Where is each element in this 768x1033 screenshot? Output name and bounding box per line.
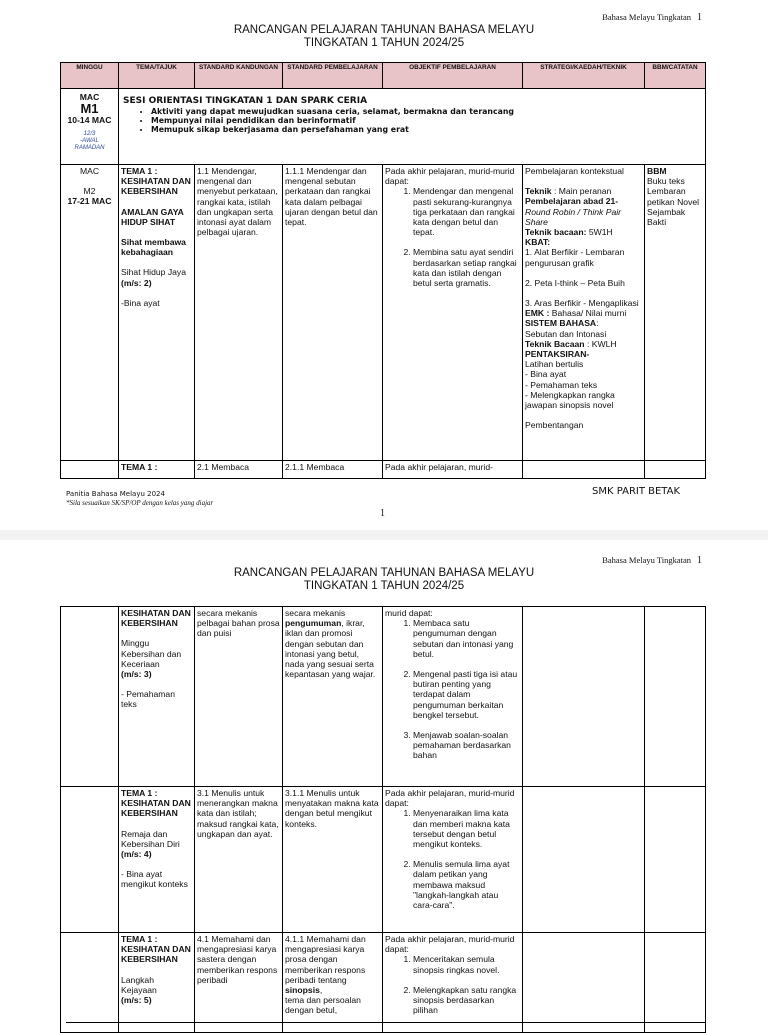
objektif-cell: [383, 607, 523, 787]
teknik-line: [525, 186, 642, 196]
col-objektif: OBJEKTIF PEMBELAJARAN: [383, 63, 523, 89]
label: Teknik: [525, 186, 552, 197]
emk-line: [525, 308, 642, 318]
material-item: Lembaran petikan Novel Sejambak Bakti: [647, 186, 700, 228]
assessment-item: Latihan bertulis: [525, 359, 584, 370]
page-title: [0, 24, 768, 50]
page-number: 1: [380, 508, 385, 519]
strategi-cell: [523, 461, 645, 479]
objective-list: [385, 186, 520, 288]
table-row: [61, 89, 706, 165]
topic: Minggu Kebersihan dan Keceriaan: [121, 638, 182, 669]
material-item: Buku teks: [647, 176, 685, 187]
week-cell: [61, 165, 119, 461]
bbm-cell: [645, 165, 706, 461]
value: Bahasa/ Nilai murni: [549, 308, 627, 319]
plan-table: [60, 606, 706, 1033]
tema-label: TEMA 1 :: [121, 788, 158, 798]
text: ,: [319, 985, 323, 996]
standard-kandungan-cell: secara mekanis pelbagai bahan prosa dan puisi: [195, 607, 283, 787]
strategi-cell: [523, 933, 645, 1033]
subtheme: AMALAN GAYA HIDUP SIHAT: [121, 206, 184, 227]
objective-list: [385, 954, 520, 1015]
header-page-number: 1: [697, 555, 702, 566]
page-2: [0, 540, 768, 1024]
text: 4.1.1 Memahami dan mengapresiasi karya prosa dengan memberikan respons peribadi tentang: [285, 934, 366, 985]
standard-pembelajaran-cell: 3.1.1 Menulis untuk menyatakan makna kata dengan betul mengikut konteks.: [283, 787, 383, 933]
standard-pembelajaran-cell: 2.1.1 Membaca: [283, 461, 383, 479]
list-item: 1. Membaca satu pengumuman dengan sebutan dan intonasi yang betul.: [413, 618, 520, 659]
col-strategi: STRATEGI/KAEDAH/TEKNIK: [523, 63, 645, 89]
standard-kandungan-cell: 3.1 Menulis untuk menerangkan makna kata dan istilah; maksud rangkai kata, ungkapan dan ayat.: [195, 787, 283, 933]
page-ref: (m/s: 3): [121, 669, 152, 680]
footer-panitia: Panitia Bahasa Melayu 2024: [66, 490, 165, 498]
standard-kandungan-cell: 1.1 Mendengar, mengenal dan menyebut perkataan, rangkai kata, istilah dan ungkapan serta intonasi ayat dalam pelbagai ujaran.: [195, 165, 283, 461]
list-item: 2. Melengkapkan satu rangka sinopsis berdasarkan pilihan: [413, 985, 520, 1016]
page-ref: (m/s: 5): [121, 995, 152, 1006]
header-page-number: 1: [697, 12, 702, 23]
label: Pembelajaran abad 21-: [525, 196, 619, 207]
objective-list: [385, 808, 520, 910]
col-tema: TEMA/TAJUK: [119, 63, 195, 89]
week-number: M1: [80, 101, 99, 117]
header-label: Bahasa Melayu Tingkatan: [602, 12, 691, 22]
list-item: • Memupuk sikap bekerjasama dan persefahaman yang erat: [151, 125, 703, 134]
running-header: [602, 12, 702, 23]
value: : KWLH: [584, 338, 617, 349]
running-header: [602, 555, 702, 566]
objective-intro: murid dapat:: [385, 608, 433, 618]
objektif-cell: Pada akhir pelajaran, murid-: [383, 461, 523, 479]
assessment-item: - Melengkapkan rangka jawapan sinopsis novel: [525, 389, 615, 411]
tema-name: KESIHATAN DAN KEBERSIHAN: [121, 608, 191, 629]
objective-list: [385, 618, 520, 760]
text-bold: sinopsis: [285, 985, 320, 996]
kbat-item: 2. Peta I-think – Peta Buih: [525, 277, 625, 288]
label: PENTAKSIRAN-: [525, 349, 590, 360]
holiday-note: RAMADAN: [74, 145, 105, 152]
orientation-list: [121, 107, 703, 134]
objektif-cell: [383, 933, 523, 1033]
table-row: [61, 165, 706, 461]
orientation-cell: [119, 89, 706, 165]
week-cell: [61, 787, 119, 933]
standard-kandungan-cell: 4.1 Memahami dan mengapresiasi karya sastera dengan memberikan respons peribadi: [195, 933, 283, 1033]
plan-table: [60, 62, 706, 479]
tema-label: TEMA 1 :: [121, 166, 158, 176]
bbm-cell: [645, 461, 706, 479]
topic: Remaja dan Kebersihan Diri: [121, 828, 180, 849]
assessment-item: - Bina ayat: [525, 369, 567, 380]
week-dates: 17-21 MAC: [67, 196, 112, 207]
page-ref: (m/s: 4): [121, 849, 152, 860]
tema-cell: [119, 165, 195, 461]
list-item: 1. Menyenaraikan lima kata dan memberi makna kata tersebut dengan betul mengikut konteks.: [413, 808, 520, 849]
list-item: • Aktiviti yang dapat mewujudkan suasana ceria, selamat, bermakna dan terancang: [151, 107, 703, 116]
standard-pembelajaran-cell: [283, 607, 383, 787]
topic: Langkah Kejayaan: [121, 974, 157, 995]
week-month: MAC: [79, 166, 100, 176]
table-row: [61, 933, 706, 1033]
col-bbm: BBM/CATATAN: [645, 63, 706, 89]
text-bold: pengumuman: [285, 618, 342, 629]
list-item: 1. Menceritakan semula sinopsis ringkas novel.: [413, 954, 520, 974]
label: BBM: [647, 166, 667, 176]
title-line-1: RANCANGAN PELAJARAN TAHUNAN BAHASA MELAYU: [233, 24, 535, 36]
table-header-row: [61, 63, 706, 89]
assessment-item: Pembentangan: [525, 420, 584, 431]
value: : Main peranan: [551, 186, 612, 197]
tema-label: TEMA 1 :: [119, 461, 195, 479]
header-label: Bahasa Melayu Tingkatan: [602, 555, 691, 565]
footer-school: SMK PARIT BETAK: [592, 486, 681, 497]
list-item: 2. Mengenal pasti tiga isi atau butiran penting yang terdapat dalam pengumuman berkaitan bengkel tersebut.: [413, 669, 520, 720]
bbm-cell: [645, 933, 706, 1033]
text: secara mekanis: [285, 608, 346, 618]
list-item: • Mempunyai nilai pendidikan dan berinformatif: [151, 116, 703, 125]
tema-cell: [119, 787, 195, 933]
col-minggu: MINGGU: [61, 63, 119, 89]
subtheme: Sihat membawa kebahagiaan: [121, 237, 186, 258]
colon: :: [596, 318, 599, 329]
week-cell: [61, 89, 119, 165]
week-cell: [61, 933, 119, 1033]
label: SISTEM BAHASA: [525, 318, 597, 329]
page-bottom-rule: [66, 1022, 706, 1023]
title-line-2: TINGKATAN 1 TAHUN 2024/25: [303, 37, 465, 49]
label: Teknik Bacaan: [525, 338, 585, 349]
value: 5W1H: [586, 227, 613, 238]
title-line-1: RANCANGAN PELAJARAN TAHUNAN BAHASA MELAYU: [233, 567, 535, 579]
list-item: 2. Menulis semula lima ayat dalam petikan yang membawa maksud "langkah-langkah atau cara-cara".: [413, 859, 520, 910]
label: KBAT:: [525, 237, 551, 248]
tema-name: KESIHATAN DAN KEBERSIHAN: [121, 798, 191, 819]
standard-pembelajaran-cell: 1.1.1 Mendengar dan mengenal sebutan perkataan dan rangkai kata dalam pelbagai ujaran dengan betul dan tepat.: [283, 165, 383, 461]
list-item: 1. Mendengar dan mengenal pasti sekurang-kurangnya tiga perkataan dan rangkai kata dengan betul dan tepat.: [413, 186, 520, 237]
value: Sebutan dan Intonasi: [525, 328, 607, 339]
strategi-cell: [523, 165, 645, 461]
footer-note: *Sila sesuaikan SK/SP/OP dengan kelas yang diajar: [66, 499, 214, 507]
orientation-title: SESI ORIENTASI TINGKATAN 1 DAN SPARK CERIA: [123, 96, 368, 106]
strategi-cell: [523, 607, 645, 787]
label: EMK :: [525, 308, 550, 319]
objective-intro: Pada akhir pelajaran, murid-murid dapat:: [385, 788, 515, 809]
teknik-bacaan-line: [525, 227, 642, 237]
text: , ikrar, iklan dan promosi dengan sebutan dan intonasi yang betul, nada yang sesuai serta kepantasan yang wajar.: [285, 618, 376, 680]
tema-name: KESIHATAN DAN KEBERSIHAN: [121, 176, 191, 197]
page-title: [0, 567, 768, 593]
table-row: [61, 787, 706, 933]
holiday-note: 12/3: [83, 131, 96, 138]
standard-kandungan-cell: 2.1 Membaca: [195, 461, 283, 479]
objektif-cell: [383, 165, 523, 461]
skill: - Bina ayat mengikut konteks: [121, 869, 188, 890]
week-month: MAC: [79, 92, 100, 102]
assessment-item: - Pemahaman teks: [525, 379, 598, 390]
table-row: [61, 461, 706, 479]
standard-pembelajaran-cell: [283, 933, 383, 1033]
strategy-text: Pembelajaran kontekstual: [525, 166, 624, 176]
teknik-bacaan-line: [525, 339, 642, 349]
page-ref: (m/s: 2): [121, 277, 152, 288]
week-number: M2: [83, 186, 96, 197]
sistem-bahasa-line: [525, 318, 642, 328]
skill: -Bina ayat: [121, 297, 160, 308]
week-dates: 10-14 MAC: [67, 115, 112, 126]
tema-cell: [119, 933, 195, 1033]
col-standard-kandungan: STANDARD KANDUNGAN: [195, 63, 283, 89]
objective-intro: Pada akhir pelajaran, murid-murid dapat:: [385, 166, 515, 187]
strategi-cell: [523, 787, 645, 933]
label: Teknik bacaan:: [525, 227, 587, 238]
bbm-cell: [645, 607, 706, 787]
objective-intro: Pada akhir pelajaran, murid-murid dapat:: [385, 934, 515, 955]
bbm-cell: [645, 787, 706, 933]
holiday-note: -AWAL: [80, 138, 99, 145]
kbat-item: 1. Alat Berfikir - Lembaran pengurusan grafik: [525, 247, 625, 268]
title-line-2: TINGKATAN 1 TAHUN 2024/25: [303, 580, 465, 592]
page-gap: [0, 530, 768, 540]
value: Round Robin / Think Pair Share: [525, 206, 622, 227]
table-row: [61, 607, 706, 787]
tema-cell: [119, 607, 195, 787]
text: tema dan persoalan dengan betul,: [285, 995, 361, 1016]
week-cell: [61, 461, 119, 479]
tema-label: TEMA 1 :: [121, 934, 158, 944]
objektif-cell: [383, 787, 523, 933]
list-item: 3. Menjawab soalan-soalan pemahaman berdasarkan bahan: [413, 730, 520, 761]
kbat-item: 3. Aras Berfikir - Mengaplikasi: [525, 298, 639, 309]
topic: Sihat Hidup Jaya: [121, 267, 186, 278]
col-standard-pembelajaran: STANDARD PEMBELAJARAN: [283, 63, 383, 89]
list-item: 2. Membina satu ayat sendiri berdasarkan setiap rangkai kata dan istilah dengan betul serta gramatis.: [413, 247, 520, 288]
week-cell: [61, 607, 119, 787]
skill: - Pemahaman teks: [121, 689, 175, 710]
tema-name: KESIHATAN DAN KEBERSIHAN: [121, 944, 191, 965]
